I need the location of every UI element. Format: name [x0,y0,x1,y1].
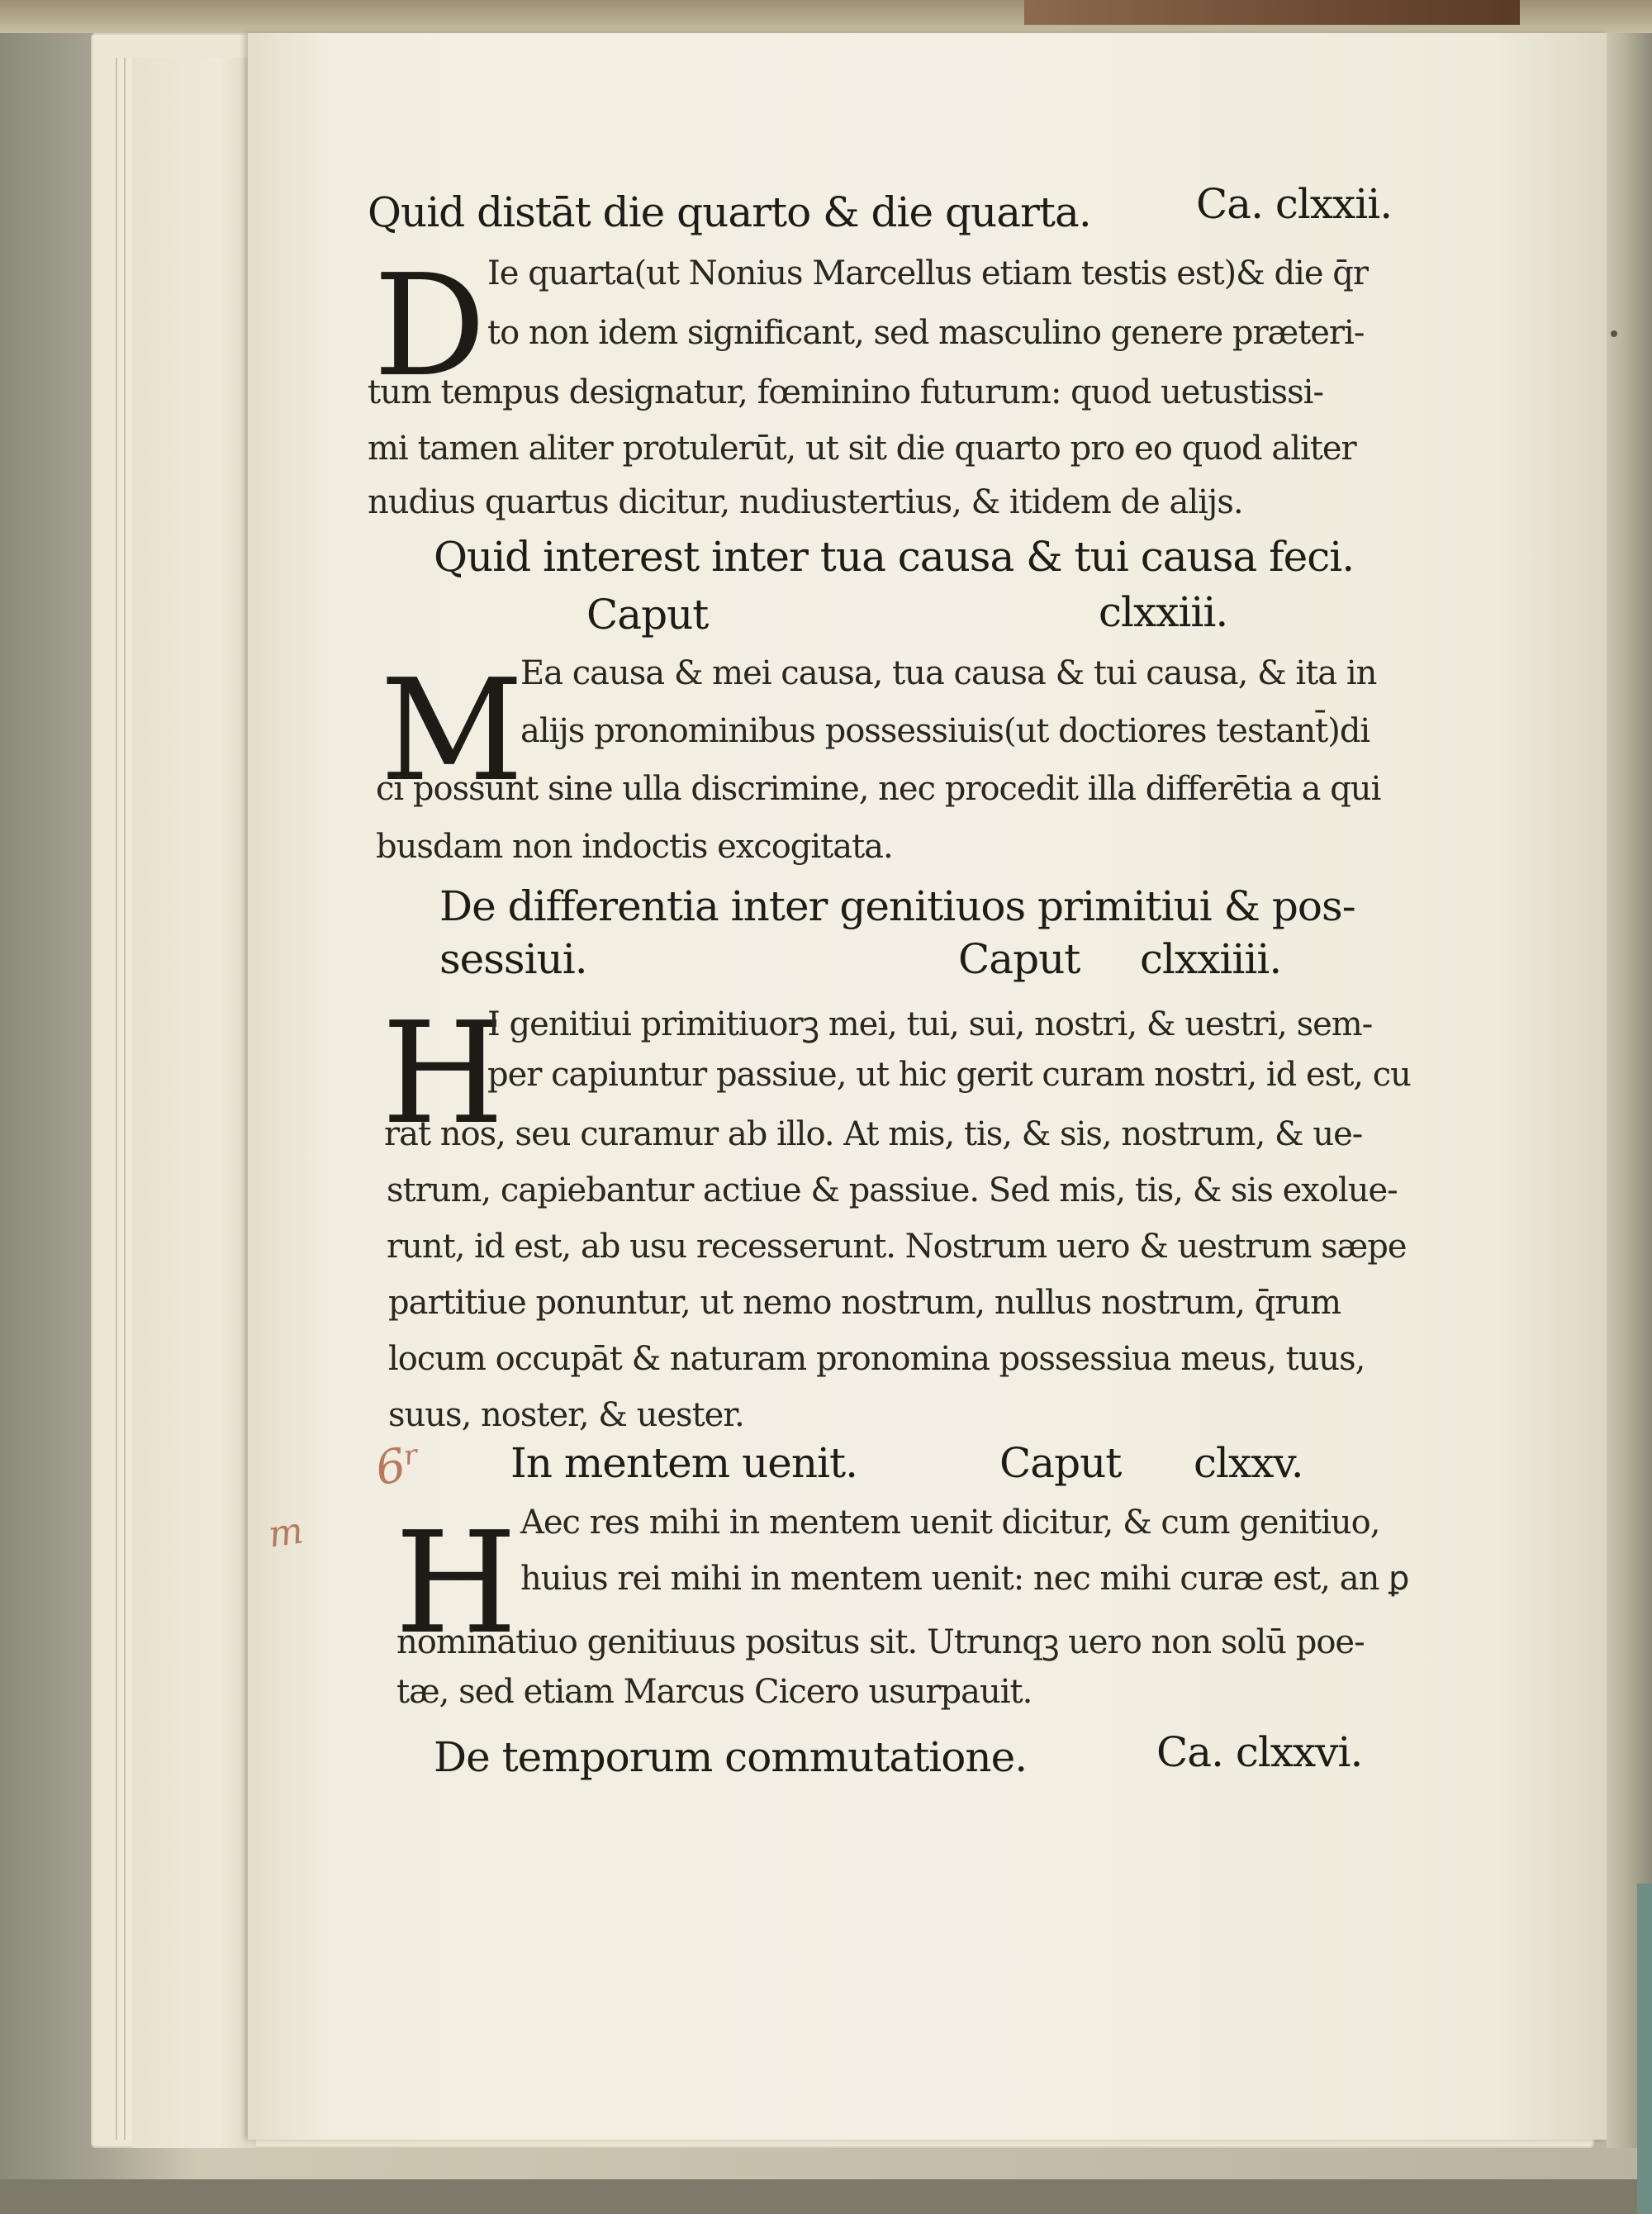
drop-capital: H [395,1502,518,1665]
text-line: tum tempus designatur, fœminino futurum: quod uetustissi- [368,373,1323,411]
chapter-number: Ca. clxxvi. [1156,1728,1363,1776]
chapter-heading: De differentia inter genitiuos primitiui & pos- [439,882,1355,930]
text-line: locum occupāt & naturam pronomina possessiua meus, tuus, [388,1340,1365,1378]
book-cover-edge [1024,0,1520,25]
handwritten-margin-note: m [265,1509,306,1556]
cover-corner [1637,1884,1652,2214]
drop-capital: H [382,992,505,1156]
chapter-number: clxxv. [1194,1439,1303,1487]
text-line: nudius quartus dicitur, nudiustertius, & itidem de alijs. [368,483,1243,521]
chapter-heading-continued: sessiui. [439,935,587,983]
caput-label: Caput [586,591,709,639]
text-line: mi tamen aliter protulerūt, ut sit die quarto pro eo quod aliter [368,430,1356,468]
caput-label: Caput [958,935,1080,983]
chapter-heading: In mentem uenit. [510,1439,858,1487]
chapter-heading: Quid distāt die quarto & die quarta. [368,188,1091,236]
text-line: per capiuntur passiue, ut hic gerit curam nostri, id est, cu [487,1056,1411,1094]
text-line: ci possunt sine ulla discrimine, nec procedit illa differētia a qui [376,770,1381,808]
facing-page-edge [1607,33,1652,2148]
chapter-number: clxxiii. [1099,588,1228,636]
chapter-number: Ca. clxxii. [1196,180,1393,228]
text-line: rat nos, seu curamur ab illo. At mis, tis, & sis, nostrum, & ue- [384,1115,1363,1153]
text-line: strum, capiebantur actiue & passiue. Sed mis, tis, & sis exolue- [387,1171,1398,1209]
text-line: alijs pronominibus possessiuis(ut doctiores testant̄)di [520,712,1370,750]
drop-capital: D [373,245,487,408]
ink-speck [1611,330,1617,337]
text-line: Ie quarta(ut Nonius Marcellus etiam testis est)& die q̄r [487,254,1368,292]
text-line: busdam non indoctis excogitata. [376,828,893,866]
text-line: nominatiuo genitiuus positus sit. Utrunqꝫ uero non solū poe- [396,1623,1365,1661]
text-line: Ea causa & mei causa, tua causa & tui causa, & ita in [520,654,1377,692]
text-line: to non idem significant, sed masculino genere præteri- [487,314,1365,352]
caput-label: Caput [999,1439,1122,1487]
text-line: I genitiui primitiuorꝫ mei, tui, sui, nostri, & uestri, sem- [487,1005,1373,1043]
chapter-heading: De temporum commutatione. [434,1733,1028,1781]
chapter-heading: Quid interest inter tua causa & tui causa feci. [434,533,1355,581]
drop-capital: M [380,649,525,813]
handwritten-margin-note: 6ʳ [371,1435,426,1497]
text-line: tæ, sed etiam Marcus Cicero usurpauit. [396,1673,1032,1711]
page-edge [116,58,124,2140]
text-line: runt, id est, ab usu recesserunt. Nostrum uero & uestrum sæpe [387,1228,1407,1266]
text-line: Aec res mihi in mentem uenit dicitur, & cum genitiuo, [520,1504,1380,1542]
text-line: suus, noster, & uester. [388,1396,744,1434]
page-edge [124,58,132,2140]
chapter-number: clxxiiii. [1140,935,1282,983]
text-line: partitiue ponuntur, ut nemo nostrum, nullus nostrum, q̄rum [388,1284,1341,1322]
text-line: huius rei mihi in mentem uenit: nec mihi curæ est, an ꝑ [520,1560,1409,1598]
blank-leaf-stack [132,58,256,2148]
